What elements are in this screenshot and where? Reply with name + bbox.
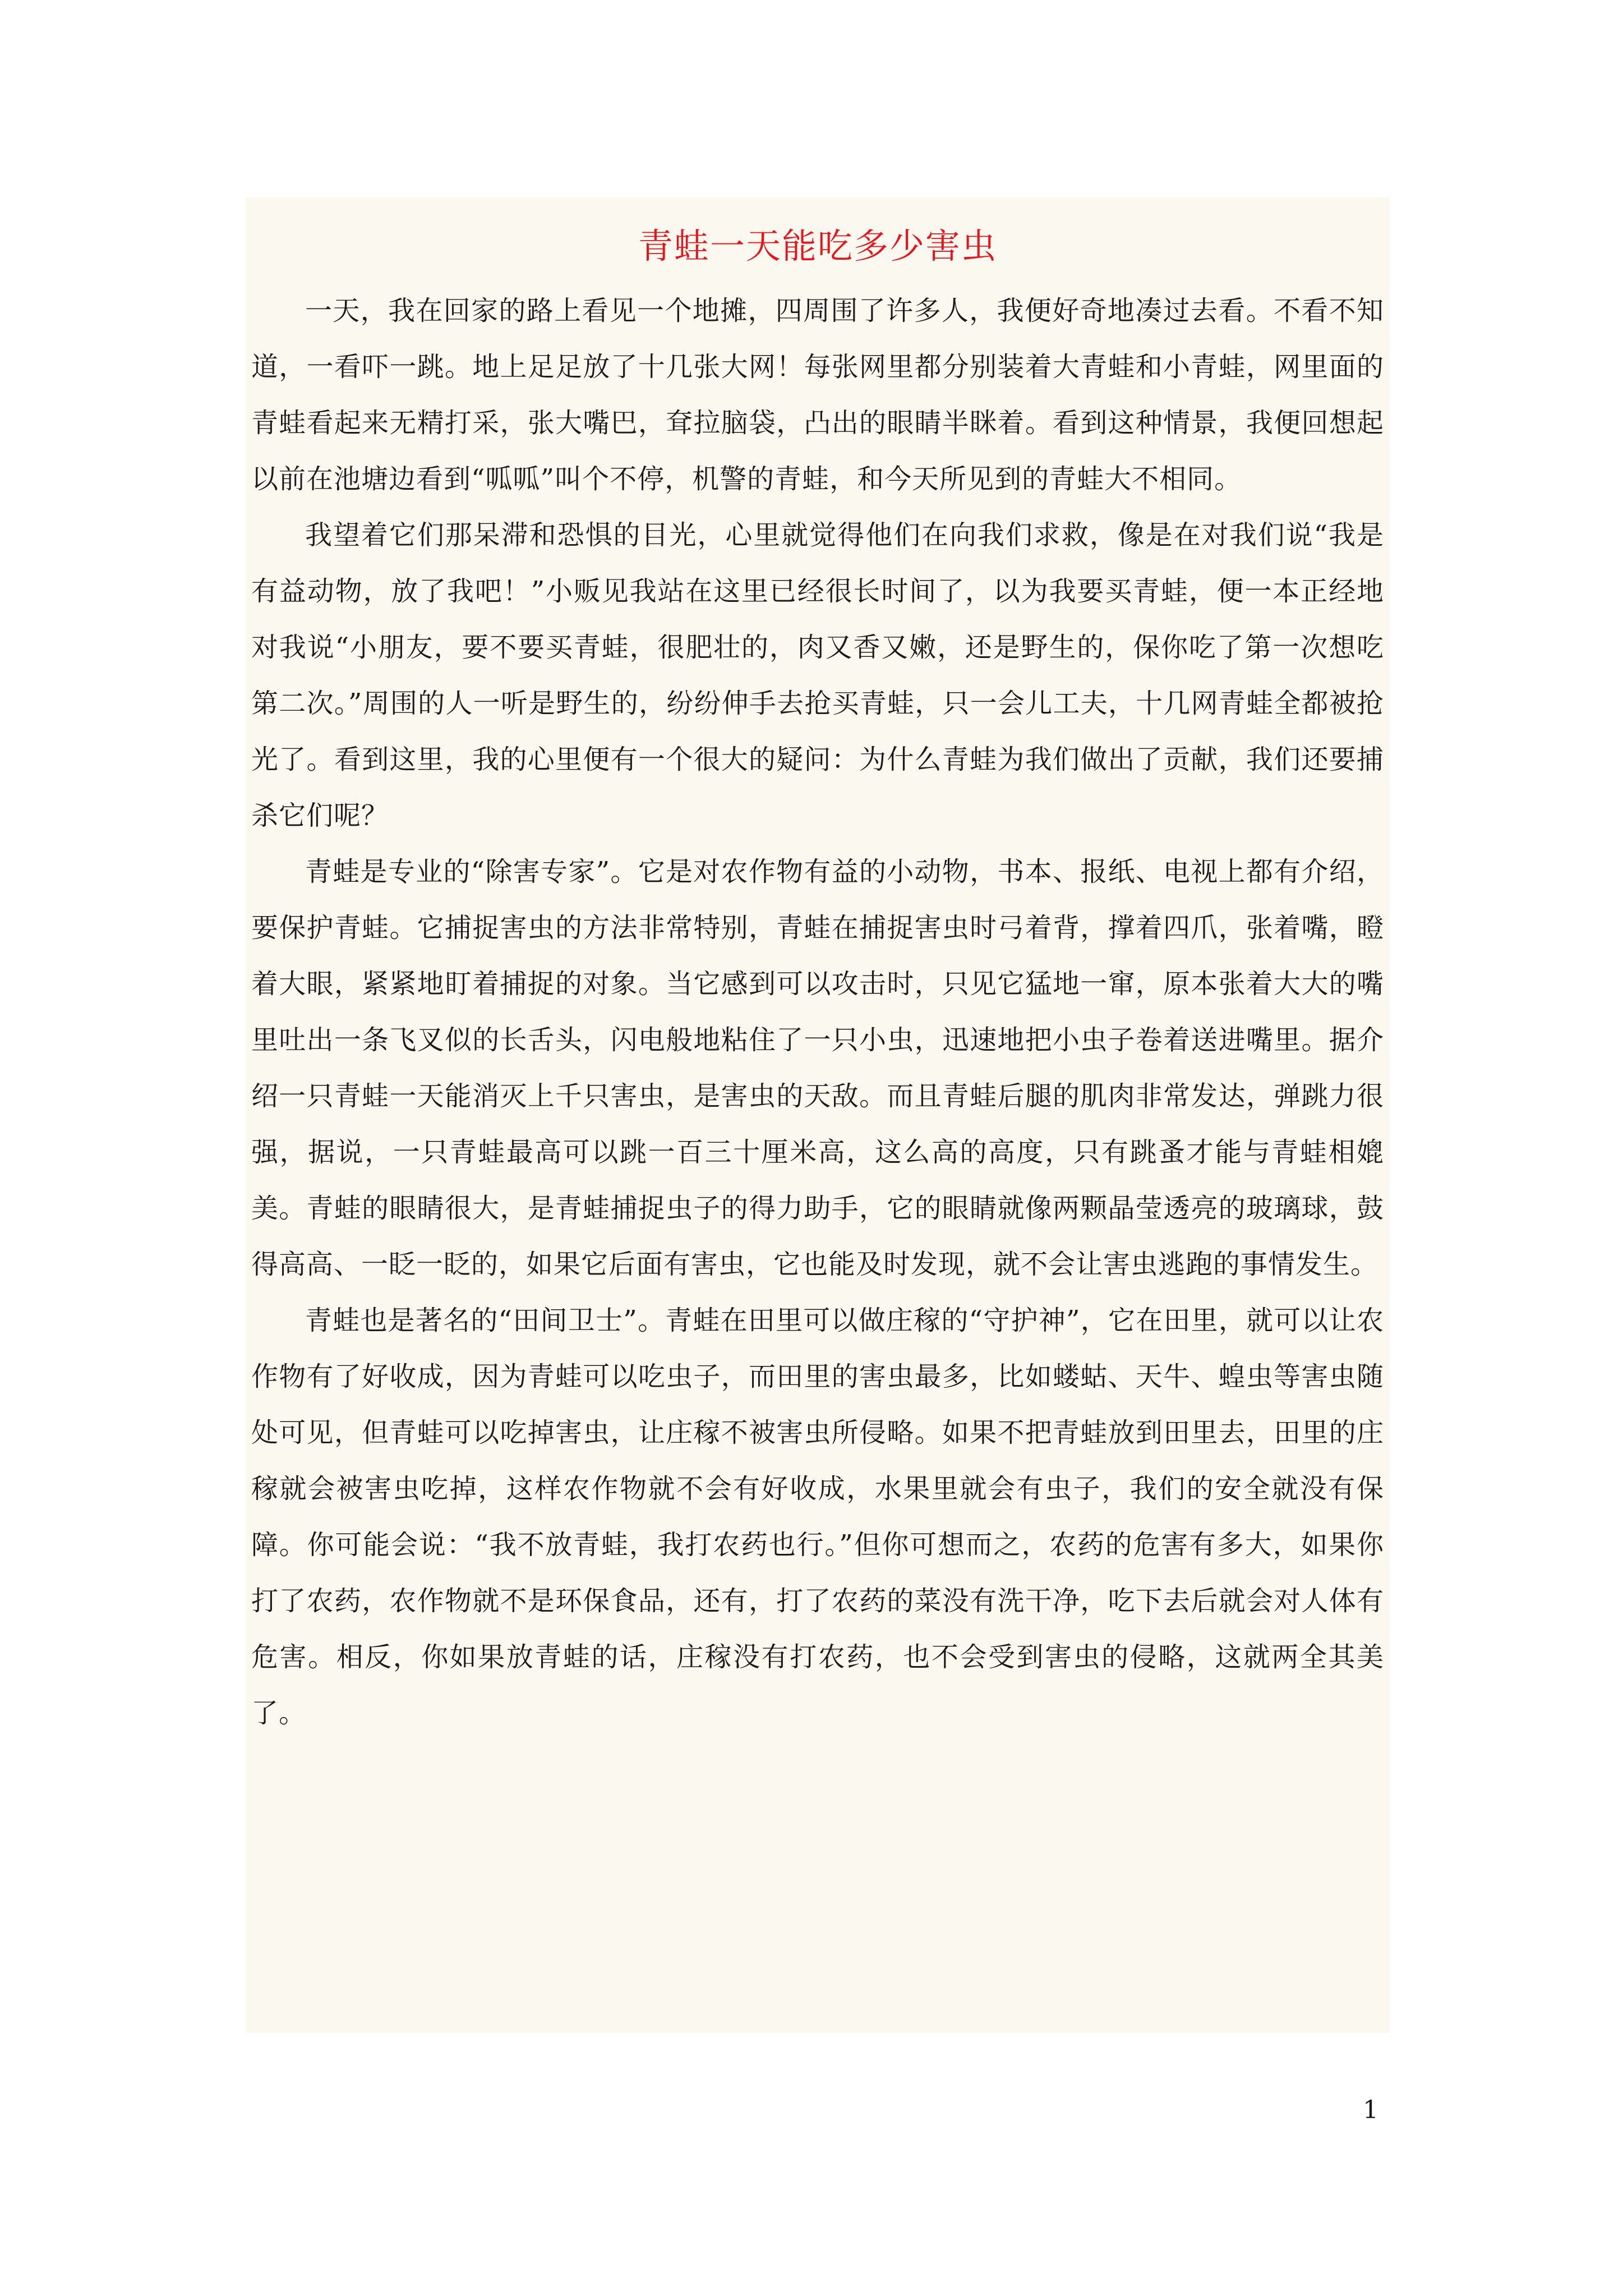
page-number: 1 (1363, 2096, 1378, 2124)
paragraph-2: 我望着它们那呆滞和恐惧的目光，心里就觉得他们在向我们求救，像是在对我们说“我是有益动物，放了我吧！”小贩见我站在这里已经很长时间了，以为我要买青蛙，便一本正经地对我说“小朋友，要不要买青蛙，很肥壮的，肉又香又嫩，还是野生的，保你吃了第一次想吃第二次。”周围的人一听是野生的，纷纷伸手去抢买青蛙，只一会儿工夫，十几网青蛙全都被抢光了。看到这里，我的心里便有一个很大的疑问：为什么青蛙为我们做出了贡献，我们还要捕杀它们呢？ (251, 519, 1384, 831)
article-block (246, 197, 1390, 2033)
paragraph-4: 青蛙也是著名的“田间卫士”。青蛙在田里可以做庄稼的“守护神”，它在田里，就可以让农作物有了好收成，因为青蛙可以吃虫子，而田里的害虫最多，比如蝼蛄、天牛、蝗虫等害虫随处可见，但青蛙可以吃掉害虫，让庄稼不被害虫所侵略。如果不把青蛙放到田里去，田里的庄稼就会被害虫吃掉，这样农作物就不会有好收成，水果里就会有虫子，我们的安全就没有保障。你可能会说：“我不放青蛙，我打农药也行。”但你可想而之，农药的危害有多大，如果你打了农药，农作物就不是环保食品，还有，打了农药的菜没有洗干净，吃下去后就会对人体有危害。相反，你如果放青蛙的话，庄稼没有打农药，也不会受到害虫的侵略，这就两全其美了。 (251, 1305, 1384, 1729)
paragraph-3: 青蛙是专业的“除害专家”。它是对农作物有益的小动物，书本、报纸、电视上都有介绍，要保护青蛙。它捕捉害虫的方法非常特别，青蛙在捕捉害虫时弓着背，撑着四爪，张着嘴，瞪着大眼，紧紧地盯着捕捉的对象。当它感到可以攻击时，只见它猛地一窜，原本张着大大的嘴里吐出一条飞叉似的长舌头，闪电般地粘住了一只小虫，迅速地把小虫子卷着送进嘴里。据介绍一只青蛙一天能消灭上千只害虫，是害虫的天敌。而且青蛙后腿的肌肉非常发达，弹跳力很强，据说，一只青蛙最高可以跳一百三十厘米高，这么高的高度，只有跳蚤才能与青蛙相媲美。青蛙的眼睛很大，是青蛙捕捉虫子的得力助手，它的眼睛就像两颗晶莹透亮的玻璃球，鼓得高高、一眨一眨的，如果它后面有害虫，它也能及时发现，就不会让害虫逃跑的事情发生。 (251, 856, 1384, 1280)
article-title: 青蛙一天能吃多少害虫 (638, 226, 997, 266)
paragraph-1: 一天，我在回家的路上看见一个地摊，四周围了许多人，我便好奇地凑过去看。不看不知道，一看吓一跳。地上足足放了十几张大网！每张网里都分别装着大青蛙和小青蛙，网里面的青蛙看起来无精打采，张大嘴巴，耷拉脑袋，凸出的眼睛半眯着。看到这种情景，我便回想起以前在池塘边看到“呱呱”叫个不停，机警的青蛙，和今天所见到的青蛙大不相同。 (251, 295, 1384, 495)
